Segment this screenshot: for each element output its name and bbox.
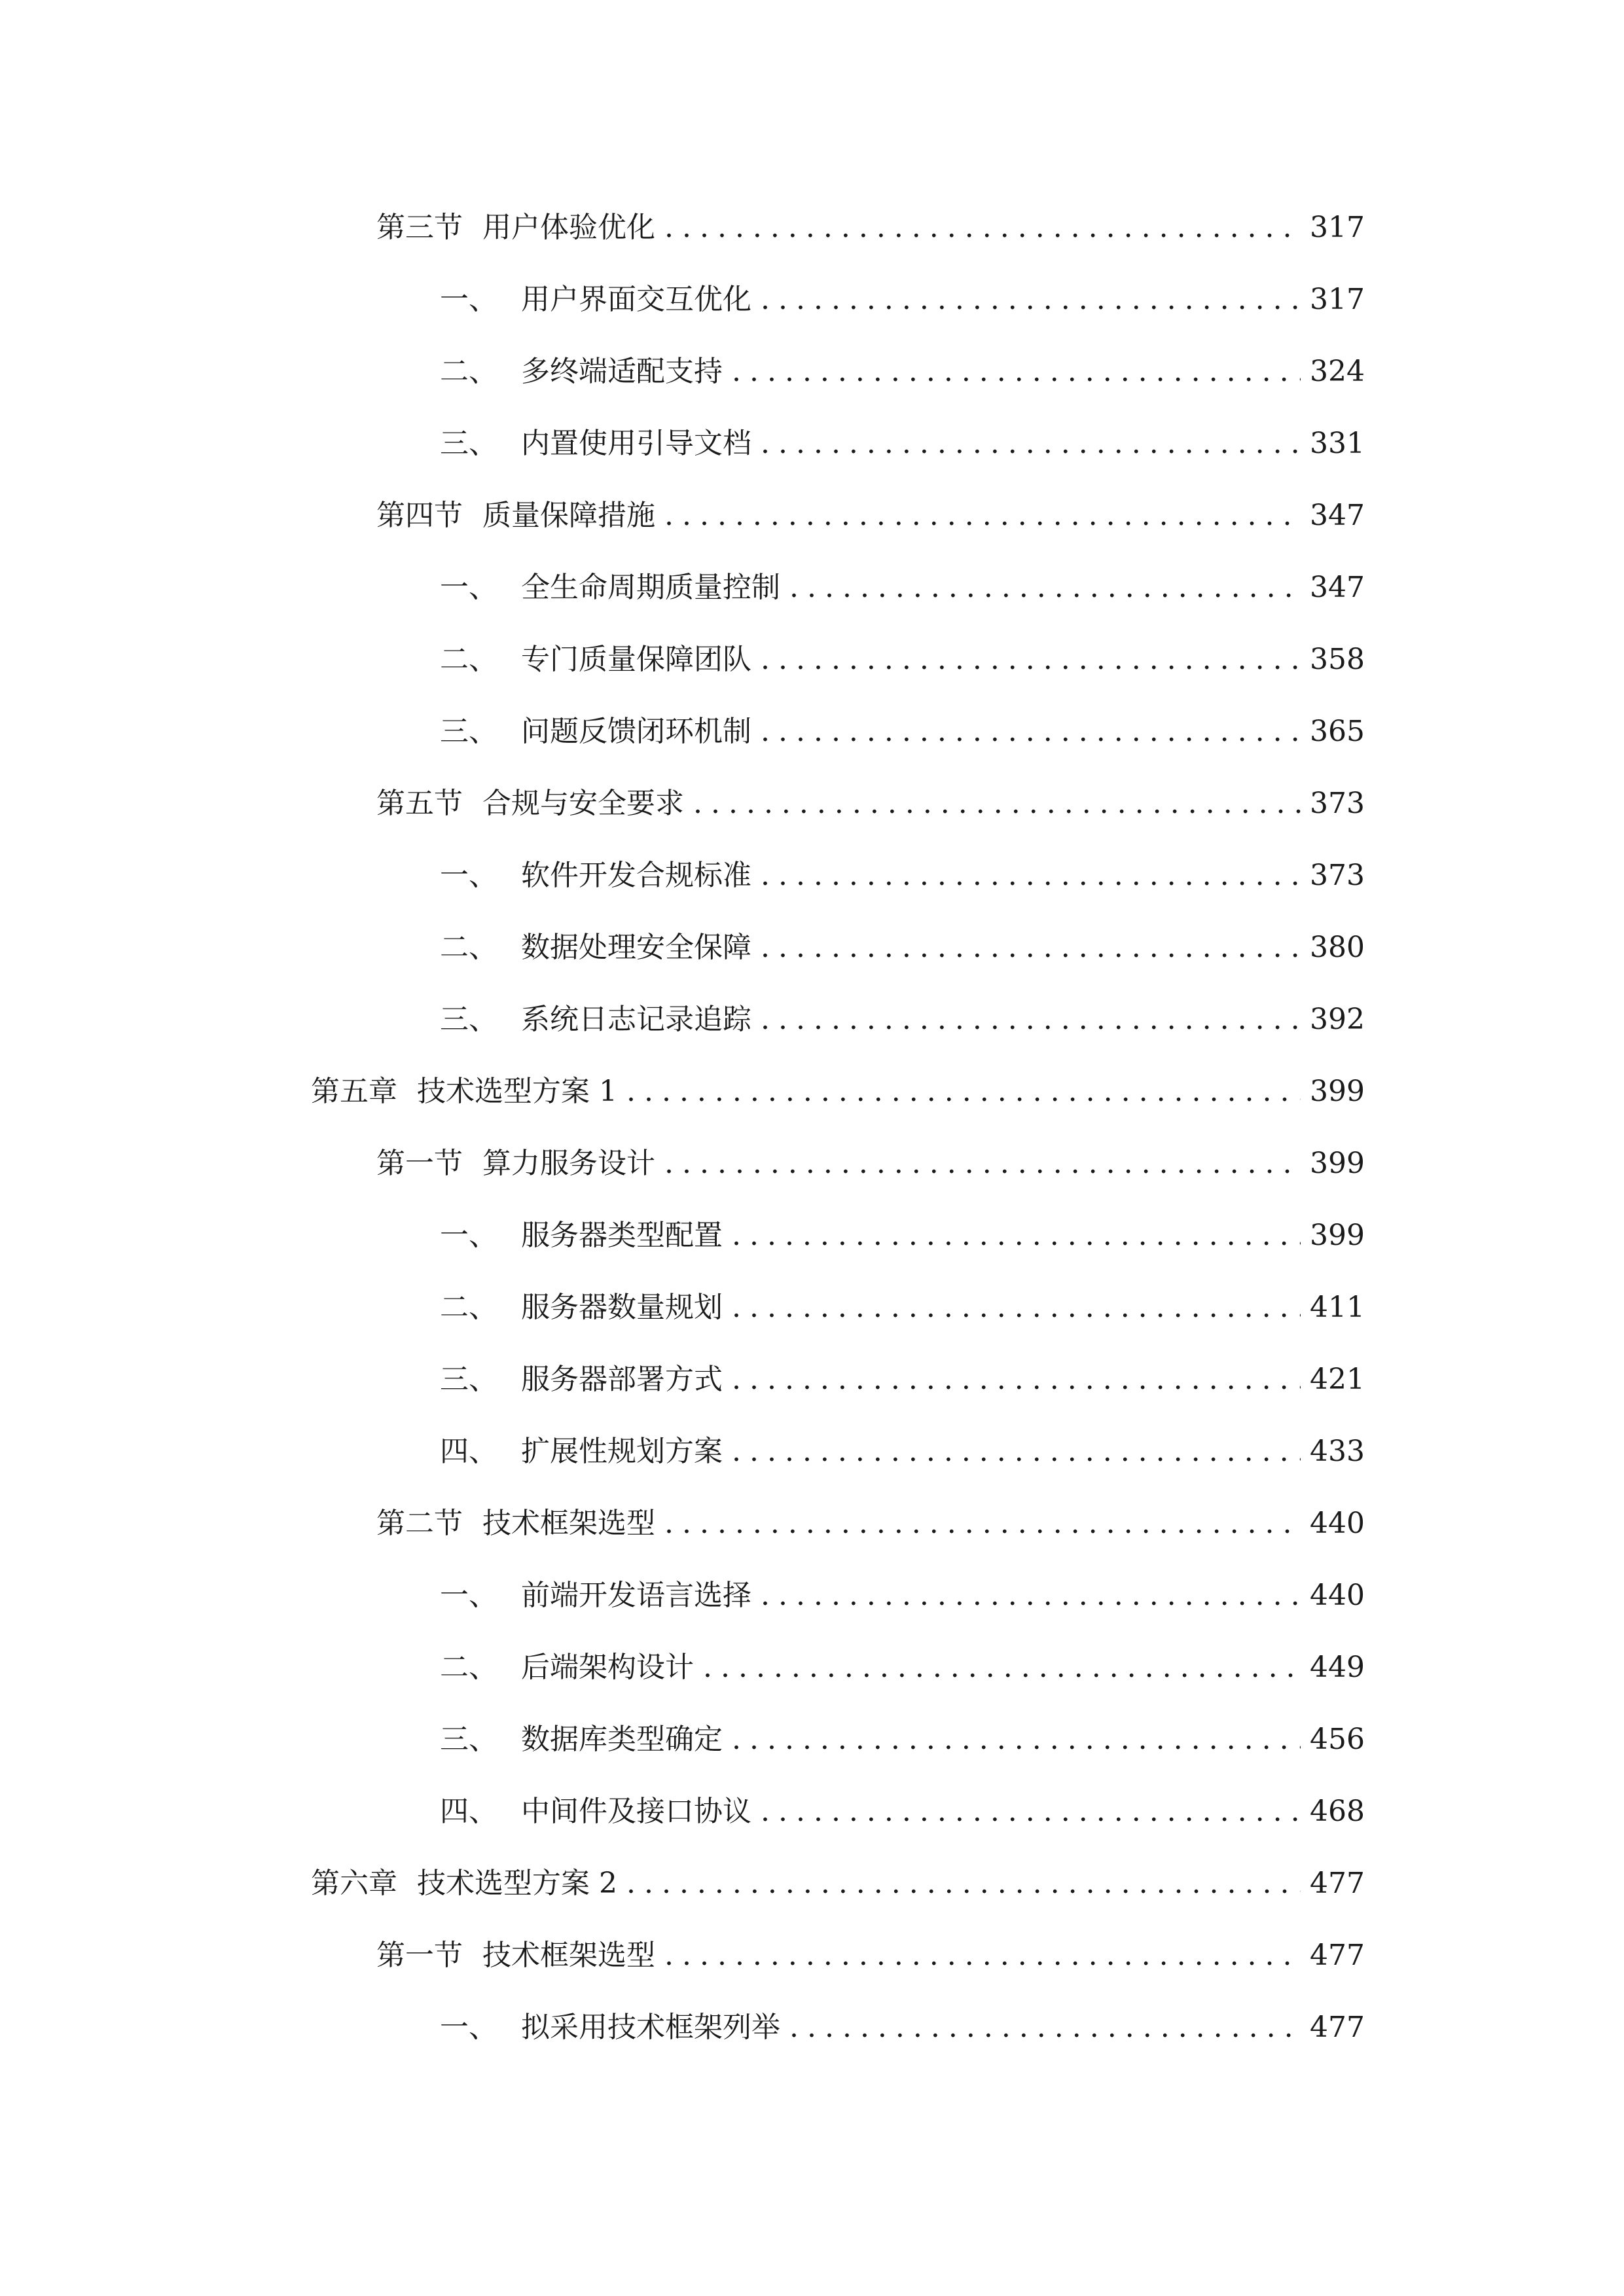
entry-page-number: 380 <box>1310 931 1365 964</box>
dot-leader <box>761 280 1301 319</box>
entry-title: 算力服务设计 <box>482 1147 655 1180</box>
dot-leader <box>761 1792 1301 1831</box>
entry-page-number: 317 <box>1310 283 1365 316</box>
entry-title: 拟采用技术框架列举 <box>521 2011 780 2044</box>
toc-entry[interactable] <box>440 1432 1365 1471</box>
entry-number: 二、 <box>440 1651 497 1684</box>
toc-entry[interactable] <box>440 424 1365 463</box>
toc-entry[interactable] <box>440 1576 1365 1615</box>
dot-leader <box>761 928 1301 967</box>
entry-number: 第一节 <box>376 1939 463 1972</box>
entry-page-number: 440 <box>1310 1507 1365 1540</box>
toc-entry[interactable] <box>311 1072 1365 1111</box>
entry-page-number: 399 <box>1310 1075 1365 1108</box>
entry-page-number: 477 <box>1310 2011 1365 2044</box>
toc-entry[interactable] <box>311 1864 1365 1903</box>
entry-number: 二、 <box>440 355 497 388</box>
entry-title: 数据处理安全保障 <box>521 931 751 964</box>
dot-leader <box>789 568 1301 607</box>
entry-number: 第一节 <box>376 1147 463 1180</box>
entry-page-number: 456 <box>1310 1723 1365 1756</box>
entry-title: 内置使用引导文档 <box>521 427 751 460</box>
entry-page-number: 373 <box>1310 787 1365 820</box>
dot-leader <box>703 1648 1301 1687</box>
toc-entry[interactable] <box>376 1936 1365 1975</box>
dot-leader <box>732 1288 1301 1327</box>
dot-leader <box>626 1072 1301 1111</box>
entry-page-number: 468 <box>1310 1795 1365 1828</box>
entry-number: 一、 <box>440 1579 497 1612</box>
entry-number: 三、 <box>440 1723 497 1756</box>
entry-title: 技术选型方案 1 <box>417 1075 617 1108</box>
entry-page-number: 358 <box>1310 643 1365 676</box>
toc-entry[interactable] <box>440 1288 1365 1327</box>
dot-leader <box>693 784 1301 823</box>
entry-number: 二、 <box>440 643 497 676</box>
entry-number: 一、 <box>440 283 497 316</box>
entry-page-number: 477 <box>1310 1867 1365 1900</box>
entry-page-number: 331 <box>1310 427 1365 460</box>
entry-page-number: 477 <box>1310 1939 1365 1972</box>
entry-title: 前端开发语言选择 <box>521 1579 751 1612</box>
entry-title: 系统日志记录追踪 <box>521 1003 751 1036</box>
toc-entry[interactable] <box>440 1792 1365 1831</box>
dot-leader <box>732 1360 1301 1399</box>
entry-number: 三、 <box>440 427 497 460</box>
entry-number: 第二节 <box>376 1507 463 1540</box>
entry-number: 二、 <box>440 1291 497 1324</box>
dot-leader <box>664 1144 1301 1183</box>
entry-title: 技术框架选型 <box>482 1939 655 1972</box>
entry-number: 四、 <box>440 1435 497 1468</box>
dot-leader <box>664 496 1301 535</box>
toc-entry[interactable] <box>440 2008 1365 2047</box>
dot-leader <box>761 1000 1301 1039</box>
dot-leader <box>732 1720 1301 1759</box>
toc-entry[interactable] <box>440 1360 1365 1399</box>
toc-entry[interactable] <box>440 712 1365 751</box>
toc-entry[interactable] <box>376 496 1365 535</box>
entry-title: 技术框架选型 <box>482 1507 655 1540</box>
entry-page-number: 449 <box>1310 1651 1365 1684</box>
entry-page-number: 421 <box>1310 1363 1365 1396</box>
toc-entry[interactable] <box>440 1000 1365 1039</box>
toc-entry[interactable] <box>440 1648 1365 1687</box>
entry-page-number: 317 <box>1310 211 1365 244</box>
entry-page-number: 365 <box>1310 715 1365 748</box>
dot-leader <box>732 352 1301 391</box>
entry-title: 服务器部署方式 <box>521 1363 723 1396</box>
dot-leader <box>664 208 1301 247</box>
entry-number: 一、 <box>440 859 497 892</box>
entry-number: 第三节 <box>376 211 463 244</box>
toc-entry[interactable] <box>376 1504 1365 1543</box>
entry-title: 数据库类型确定 <box>521 1723 723 1756</box>
toc-entry[interactable] <box>376 208 1365 247</box>
toc-entry[interactable] <box>440 928 1365 967</box>
toc-entry[interactable] <box>440 856 1365 895</box>
entry-page-number: 392 <box>1310 1003 1365 1036</box>
entry-page-number: 347 <box>1310 571 1365 604</box>
entry-title: 质量保障措施 <box>482 499 655 532</box>
entry-title: 中间件及接口协议 <box>521 1795 751 1828</box>
entry-title: 用户界面交互优化 <box>521 283 751 316</box>
entry-number: 第五章 <box>311 1075 397 1108</box>
toc-entry[interactable] <box>376 1144 1365 1183</box>
entry-number: 第五节 <box>376 787 463 820</box>
dot-leader <box>732 1432 1301 1471</box>
entry-number: 一、 <box>440 1219 497 1252</box>
toc-entry[interactable] <box>440 352 1365 391</box>
entry-title: 扩展性规划方案 <box>521 1435 723 1468</box>
toc-entry[interactable] <box>440 568 1365 607</box>
entry-title: 软件开发合规标准 <box>521 859 751 892</box>
entry-page-number: 373 <box>1310 859 1365 892</box>
dot-leader <box>761 640 1301 679</box>
entry-title: 多终端适配支持 <box>521 355 723 388</box>
entry-page-number: 324 <box>1310 355 1365 388</box>
entry-page-number: 347 <box>1310 499 1365 532</box>
toc-entry[interactable] <box>440 640 1365 679</box>
entry-number: 三、 <box>440 715 497 748</box>
entry-title: 合规与安全要求 <box>482 787 684 820</box>
entry-title: 技术选型方案 2 <box>417 1867 617 1900</box>
entry-title: 全生命周期质量控制 <box>521 571 780 604</box>
dot-leader <box>626 1864 1301 1903</box>
entry-number: 四、 <box>440 1795 497 1828</box>
entry-title: 后端架构设计 <box>521 1651 694 1684</box>
dot-leader <box>664 1504 1301 1543</box>
entry-number: 一、 <box>440 571 497 604</box>
entry-page-number: 433 <box>1310 1435 1365 1468</box>
toc-entry[interactable] <box>440 280 1365 319</box>
toc-entry[interactable] <box>376 784 1365 823</box>
dot-leader <box>761 712 1301 751</box>
dot-leader <box>761 1576 1301 1615</box>
entry-number: 第六章 <box>311 1867 397 1900</box>
dot-leader <box>761 856 1301 895</box>
entry-page-number: 411 <box>1310 1291 1365 1324</box>
toc-entry[interactable] <box>440 1720 1365 1759</box>
entry-title: 问题反馈闭环机制 <box>521 715 751 748</box>
dot-leader <box>732 1216 1301 1255</box>
entry-number: 三、 <box>440 1363 497 1396</box>
entry-page-number: 399 <box>1310 1147 1365 1180</box>
entry-page-number: 440 <box>1310 1579 1365 1612</box>
entry-number: 二、 <box>440 931 497 964</box>
entry-number: 第四节 <box>376 499 463 532</box>
toc-entry[interactable] <box>440 1216 1365 1255</box>
entry-title: 专门质量保障团队 <box>521 643 751 676</box>
entry-title: 服务器类型配置 <box>521 1219 723 1252</box>
entry-number: 一、 <box>440 2011 497 2044</box>
dot-leader <box>761 424 1301 463</box>
entry-number: 三、 <box>440 1003 497 1036</box>
dot-leader <box>664 1936 1301 1975</box>
entry-title: 用户体验优化 <box>482 211 655 244</box>
entry-title: 服务器数量规划 <box>521 1291 723 1324</box>
dot-leader <box>789 2008 1301 2047</box>
entry-page-number: 399 <box>1310 1219 1365 1252</box>
